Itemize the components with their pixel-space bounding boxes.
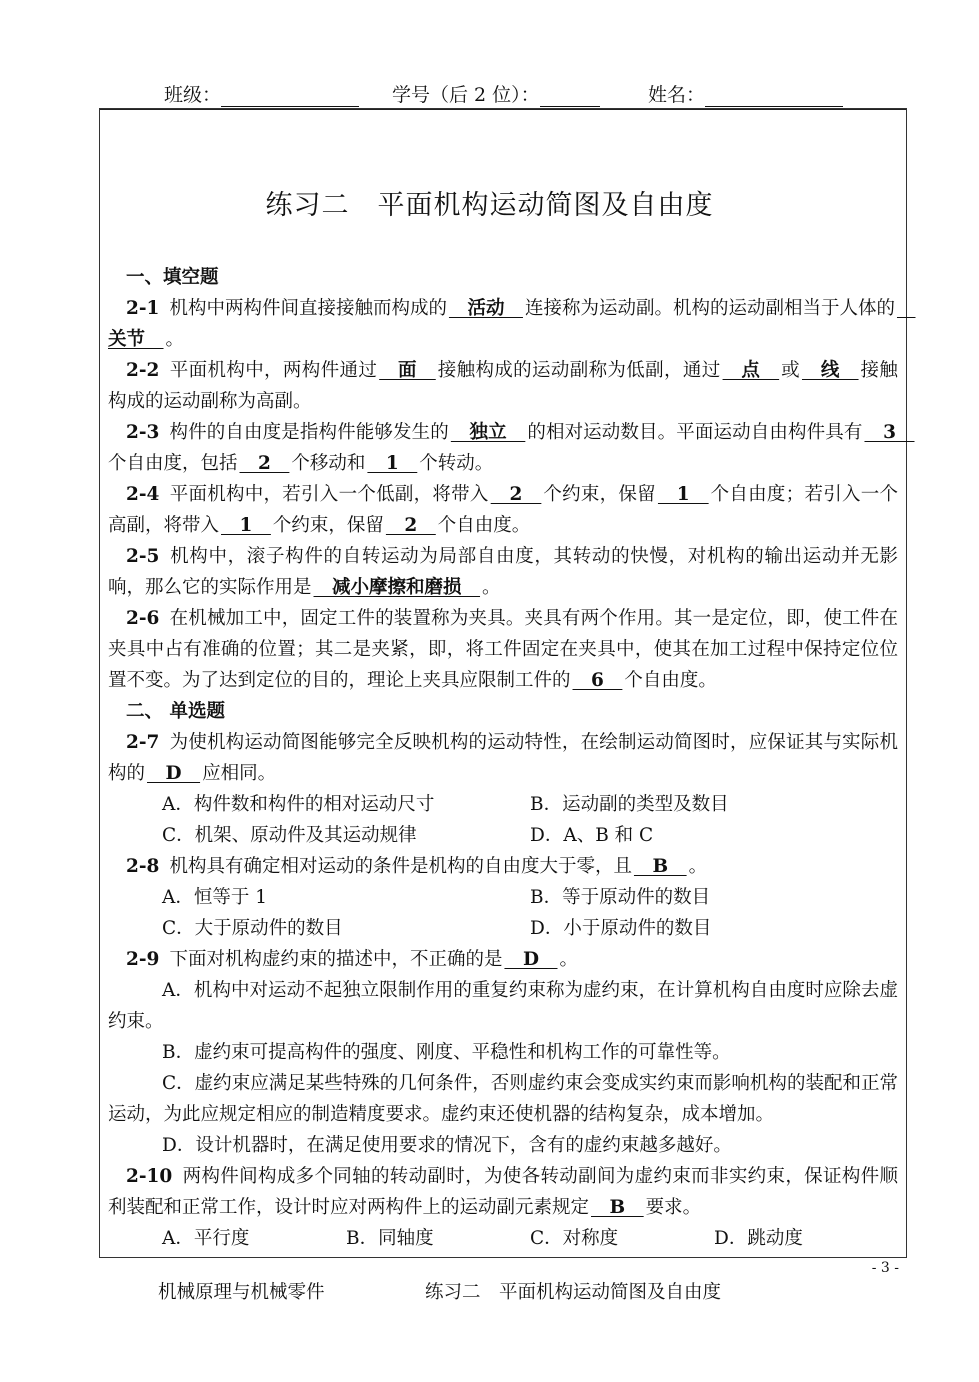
exercise-content — [108, 262, 916, 1254]
question-number: 2-1 — [126, 298, 160, 319]
section-fill-in: 一、填空题 — [126, 267, 219, 288]
student-info-header — [100, 78, 906, 110]
question-number: 2-6 — [126, 608, 160, 629]
option-d: D．设计机器时，在满足使用要求的情况下，含有的虚约束越多越好。 — [162, 1135, 732, 1156]
answer-blank: 2 — [490, 484, 542, 505]
options-row — [108, 789, 898, 820]
question-2-8: 2-8 机构具有确定相对运动的条件是机构的自由度大于零，且 B 。 — [126, 856, 708, 877]
question-number: 2-8 — [126, 856, 160, 877]
question-2-2: 2-2 平面机构中，两构件通过 面 接触构成的运动副称为低副，通过 点 或 线 接触构成的运动副称为高副。 — [108, 360, 898, 412]
question-number: 2-5 — [126, 546, 160, 567]
question-number: 2-2 — [126, 360, 160, 381]
question-2-7: 2-7 为使机构运动简图能够完全反映机构的运动特性，在绘制运动简图时，应保证其与实际机构的 D 应相同。 — [108, 732, 898, 784]
answer-blank: 独立 — [450, 422, 526, 443]
question-2-10: 2-10 两构件间构成多个同轴的转动副时，为使各转动副间为虚约束而非实约束，保证构件顺利装配和正常工作，设计时应对两构件上的运动副元素规定 B 要求。 — [108, 1166, 898, 1218]
footer-book-title: 机械原理与机械零件 — [158, 1282, 325, 1303]
class-blank[interactable] — [221, 88, 359, 107]
question-number: 2-7 — [126, 732, 160, 753]
answer-blank: 线 — [801, 360, 859, 381]
answer-blank: 2 — [239, 453, 290, 474]
options-row — [108, 1223, 898, 1254]
class-label: 班级： — [164, 84, 222, 106]
page-number: - 3 - — [871, 1260, 899, 1276]
section-single-choice: 二、 单选题 — [126, 701, 225, 722]
name-label: 姓名： — [648, 84, 706, 106]
answer-blank: 6 — [572, 670, 623, 691]
option-b: B．虚约束可提高构件的强度、刚度、平稳性和机构工作的可靠性等。 — [162, 1042, 731, 1063]
options-row — [108, 882, 898, 913]
answer-blank: 1 — [367, 453, 418, 474]
answer-blank: 活动 — [448, 298, 523, 319]
answer-blank: 3 — [864, 422, 915, 443]
answer-blank: D — [147, 763, 201, 784]
option-c: C．大于原动件的数目 — [162, 918, 343, 939]
option-b: B．同轴度 — [346, 1228, 434, 1249]
question-number: 2-3 — [126, 422, 160, 443]
question-2-5: 2-5 机构中，滚子构件的自转运动为局部自由度，其转动的快慢，对机构的输出运动并无影响，那么它的实际作用是 减小摩擦和磨损 。 — [108, 546, 898, 598]
name-field — [648, 80, 843, 107]
page-title: 练习二 平面机构运动简图及自由度 — [265, 190, 714, 221]
question-number: 2-10 — [126, 1166, 173, 1187]
answer-blank: 面 — [379, 360, 436, 381]
question-number: 2-4 — [126, 484, 160, 505]
options-row — [108, 913, 898, 944]
option-b: B．运动副的类型及数目 — [530, 794, 729, 815]
option-a: A．平行度 — [162, 1228, 250, 1249]
student-id-field — [392, 80, 600, 107]
question-2-1: 2-1 机构中两构件间直接接触而构成的 活动 连接称为运动副。机构的运动副相当于人体的 关节 。 — [108, 298, 916, 350]
question-2-4: 2-4 平面机构中，若引入一个低副，将带入 2 个约束，保留 1 个自由度；若引入一个高副，将带入 1 个约束，保留 2 个自由度。 — [108, 484, 898, 536]
footer-chapter-title: 练习二 平面机构运动简图及自由度 — [425, 1282, 722, 1303]
answer-blank: 1 — [657, 484, 709, 505]
class-field — [164, 80, 359, 107]
answer-blank: D — [504, 949, 558, 970]
option-c: C．虚约束应满足某些特殊的几何条件，否则虚约束会变成实约束而影响机构的装配和正常运动，为此应规定相应的制造精度要求。虚约束还使机器的结构复杂，成本增加。 — [108, 1073, 898, 1125]
option-c: C．对称度 — [530, 1228, 619, 1249]
question-2-9: 2-9 下面对机构虚约束的描述中，不正确的是 D 。 — [126, 949, 579, 970]
option-b: B．等于原动件的数目 — [530, 887, 711, 908]
option-a: A．机构中对运动不起独立限制作用的重复约束称为虚约束，在计算机构自由度时应除去虚约束。 — [108, 980, 898, 1032]
option-a: A．恒等于 1 — [162, 887, 268, 908]
answer-blank: B — [633, 856, 687, 877]
answer-blank: 1 — [221, 515, 271, 536]
option-d: D．小于原动件的数目 — [530, 918, 712, 939]
question-number: 2-9 — [126, 949, 160, 970]
options-row — [108, 820, 898, 851]
answer-blank: 关节 — [108, 298, 916, 350]
option-a: A．构件数和构件的相对运动尺寸 — [162, 794, 435, 815]
option-d: D．A、B 和 C — [530, 825, 654, 846]
question-2-6: 2-6 在机械加工中，固定工件的装置称为夹具。夹具有两个作用。其一是定位，即，使工件在夹具中占有准确的位置；其二是夹紧，即，将工件固定在夹具中，使其在加工过程中保持定位位置不变。为了达到定位的目的，理论上夹具应限制工件的 6 个自由度。 — [108, 608, 898, 691]
question-2-3: 2-3 构件的自由度是指构件能够发生的 独立 的相对运动数目。平面运动自由构件具有 3 个自由度，包括 2 个移动和 1 个转动。 — [108, 422, 915, 474]
student-id-blank[interactable] — [540, 88, 600, 107]
answer-blank: 2 — [385, 515, 436, 536]
student-id-label: 学号（后 2 位）： — [392, 84, 540, 106]
answer-blank: 点 — [722, 360, 780, 381]
option-c: C．机架、原动件及其运动规律 — [162, 825, 417, 846]
option-d: D．跳动度 — [714, 1228, 803, 1249]
name-blank[interactable] — [705, 88, 843, 107]
answer-blank: B — [591, 1197, 644, 1218]
answer-blank: 减小摩擦和磨损 — [313, 577, 481, 598]
